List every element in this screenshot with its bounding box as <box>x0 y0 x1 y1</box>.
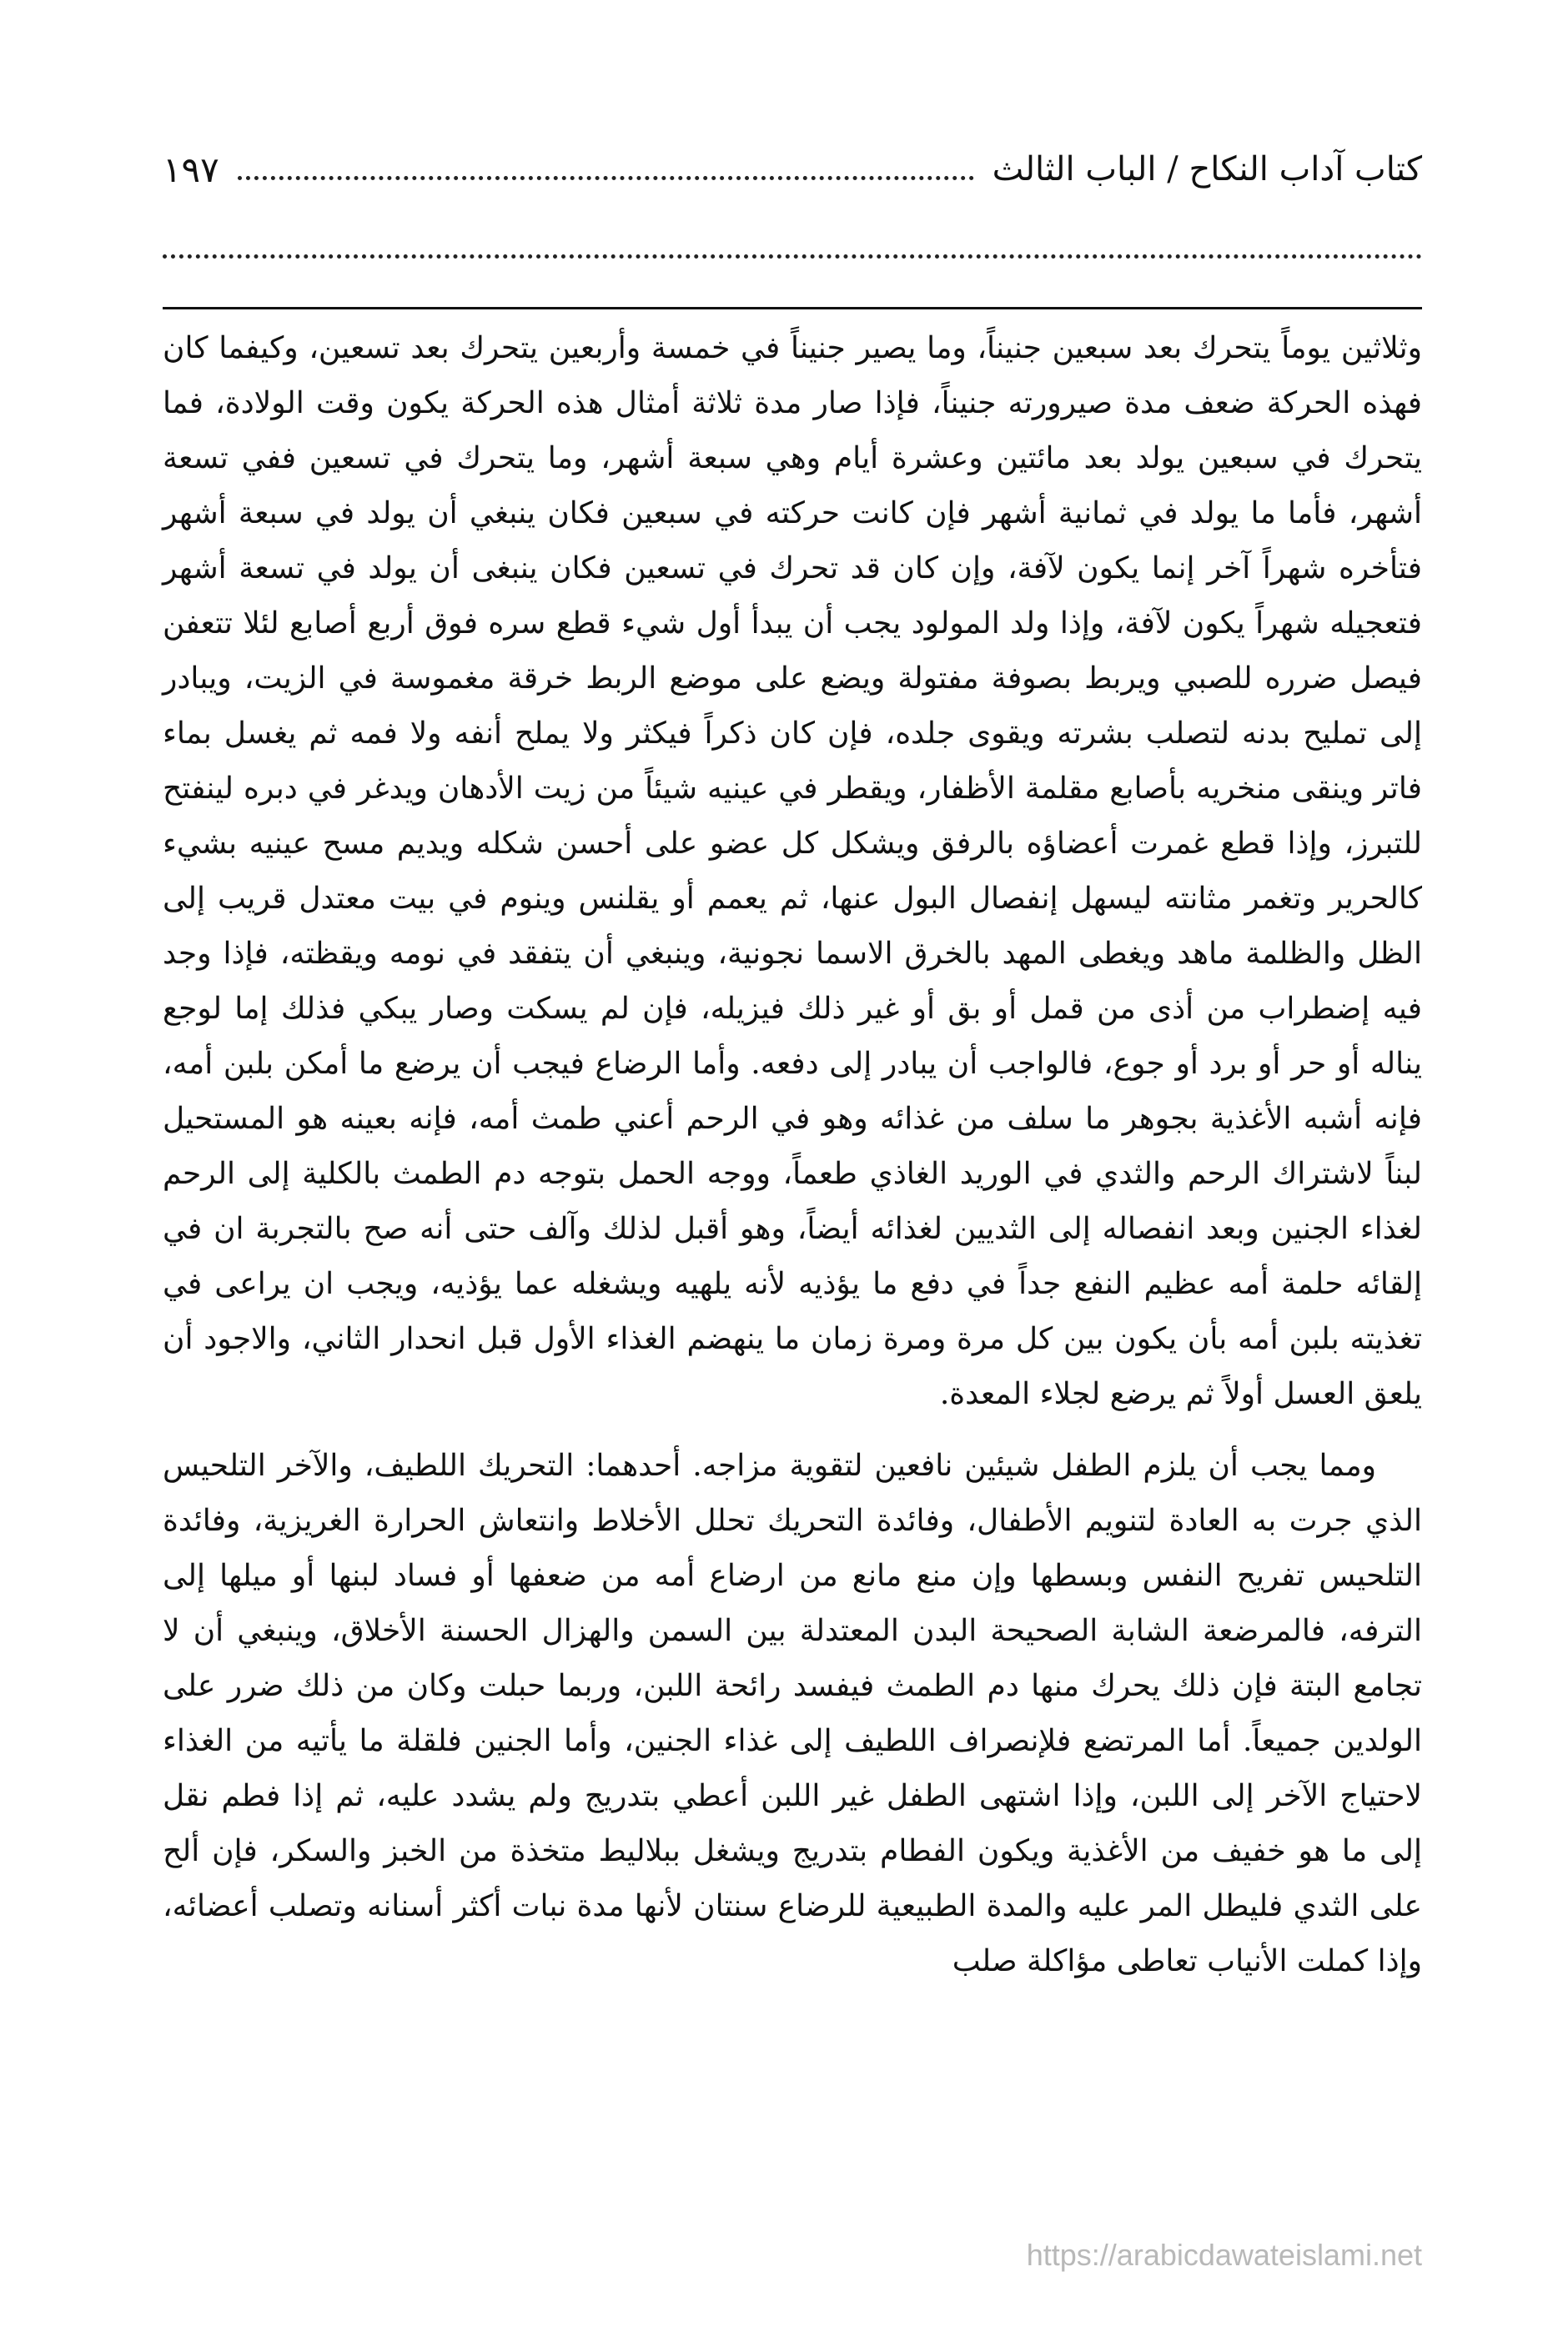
body-text <box>163 321 1422 1989</box>
paragraph-2: ومما يجب أن يلزم الطفل شيئين نافعين لتقوية مزاجه. أحدهما: التحريك اللطيف، والآخر التلحيس الذي جرت به العادة لتنويم الأطفال، وفائدة التحريك تحلل الأخلاط وانتعاش الحرارة الغريزية، وفائدة التلحيس تفريح النفس وبسطها وإن منع مانع من ارضاع أمه من ضعفها أو فساد لبنها أو ميلها إلى الترفه، فالمرضعة الشابة الصحيحة البدن المعتدلة بين السمن والهزال الحسنة الأخلاق، وينبغي أن لا تجامع البتة فإن ذلك يحرك منها دم الطمث فيفسد رائحة اللبن، وربما حبلت وكان من ذلك ضرر على الولدين جميعاً. أما المرتضع فلإنصراف اللطيف إلى غذاء الجنين، وأما الجنين فلقلة ما يأتيه من الغذاء لاحتياج الآخر إلى اللبن، وإذا اشتهى الطفل غير اللبن أعطي بتدريج ولم يشدد عليه، ثم إذا فطم نقل إلى ما هو خفيف من الأغذية ويكون الفطام بتدريج ويشغل ببلاليط متخذة من الخبز والسكر، فإن ألح على الثدي فليطل المر عليه والمدة الطبيعية للرضاع سنتان لأنها مدة نبات أكثر أسنانه وتصلب أعضائه، وإذا كملت الأنياب تعاطى مؤاكلة صلب <box>163 1449 1422 1978</box>
page-number: ١٩٧ <box>163 148 219 190</box>
watermark-url: https://arabicdawateislami.net <box>1026 2238 1422 2272</box>
header-leader-dots <box>238 159 974 180</box>
header-rule <box>163 307 1422 309</box>
header-dotted-line <box>163 254 1422 259</box>
paragraph-1: وثلاثين يوماً يتحرك بعد سبعين جنيناً، وما يصير جنيناً في خمسة وأربعين يتحرك بعد تسعين، وكيفما كان فهذه الحركة ضعف مدة صيرورته جنيناً، فإذا صار مدة ثلاثة أمثال هذه الحركة يكون وقت الولادة، فما يتحرك في سبعين يولد بعد مائتين وعشرة أيام وهي سبعة أشهر، وما يتحرك في تسعين ففي تسعة أشهر، فأما ما يولد في ثمانية أشهر فإن كانت حركته في سبعين فكان ينبغي أن يولد في سبعة أشهر فتأخره شهراً آخر إنما يكون لآفة، وإن كان قد تحرك في تسعين فكان ينبغى أن يولد في تسعة أشهر فتعجيله شهراً يكون لآفة، وإذا ولد المولود يجب أن يبدأ أول شيء قطع سره فوق أربع أصابع لئلا تتعفن فيصل ضرره للصبي ويربط بصوفة مفتولة ويضع على موضع الربط خرقة مغموسة في الزيت، ويبادر إلى تمليح بدنه لتصلب بشرته ويقوى جلده، فإن كان ذكراً فيكثر ولا يملح أنفه ولا فمه ثم يغسل بماء فاتر وينقى منخريه بأصابع مقلمة الأظفار، ويقطر في عينيه شيئاً من زيت الأدهان ويدغر في دبره لينفتح للتبرز، وإذا قطع غمرت أعضاؤه بالرفق ويشكل كل عضو على أحسن شكله ويديم مسح عينيه بشيء كالحرير وتغمر مثانته ليسهل إنفصال البول عنها، ثم يعمم أو يقلنس وينوم في بيت معتدل قريب إلى الظل والظلمة ماهد ويغطى المهد بالخرق الاسما نجونية، وينبغي أن يتفقد في نومه ويقظته، فإذا وجد فيه إضطراب من أذى من قمل أو بق أو غير ذلك فيزيله، فإن لم يسكت وصار يبكي فذلك إما لوجع يناله أو حر أو برد أو جوع، فالواجب أن يبادر إلى دفعه. وأما الرضاع فيجب أن يرضع ما أمكن بلبن أمه، فإنه أشبه الأغذية بجوهر ما سلف من غذائه وهو في الرحم أعني طمث أمه، فإنه بعينه هو المستحيل لبناً لاشتراك الرحم والثدي في الوريد الغاذي طعماً، ووجه الحمل بتوجه دم الطمث بالكلية إلى الرحم لغذاء الجنين وبعد انفصاله إلى الثديين لغذائه أيضاً، وهو أقبل لذلك وآلف حتى أنه صح بالتجربة ان في إلقائه حلمة أمه عظيم النفع جداً في دفع ما يؤذيه لأنه يلهيه ويشغله عما يؤذيه، ويجب ان يراعى في تغذيته بلبن أمه بأن يكون بين كل مرة ومرة زمان ما ينهضم الغذاء الأول قبل انحدار الثاني، والاجود أن يلعق العسل أولاً ثم يرضع لجلاء المعدة. <box>163 331 1422 1411</box>
header-title: كتاب آداب النكاح / الباب الثالث <box>992 150 1422 188</box>
running-header <box>163 140 1422 199</box>
